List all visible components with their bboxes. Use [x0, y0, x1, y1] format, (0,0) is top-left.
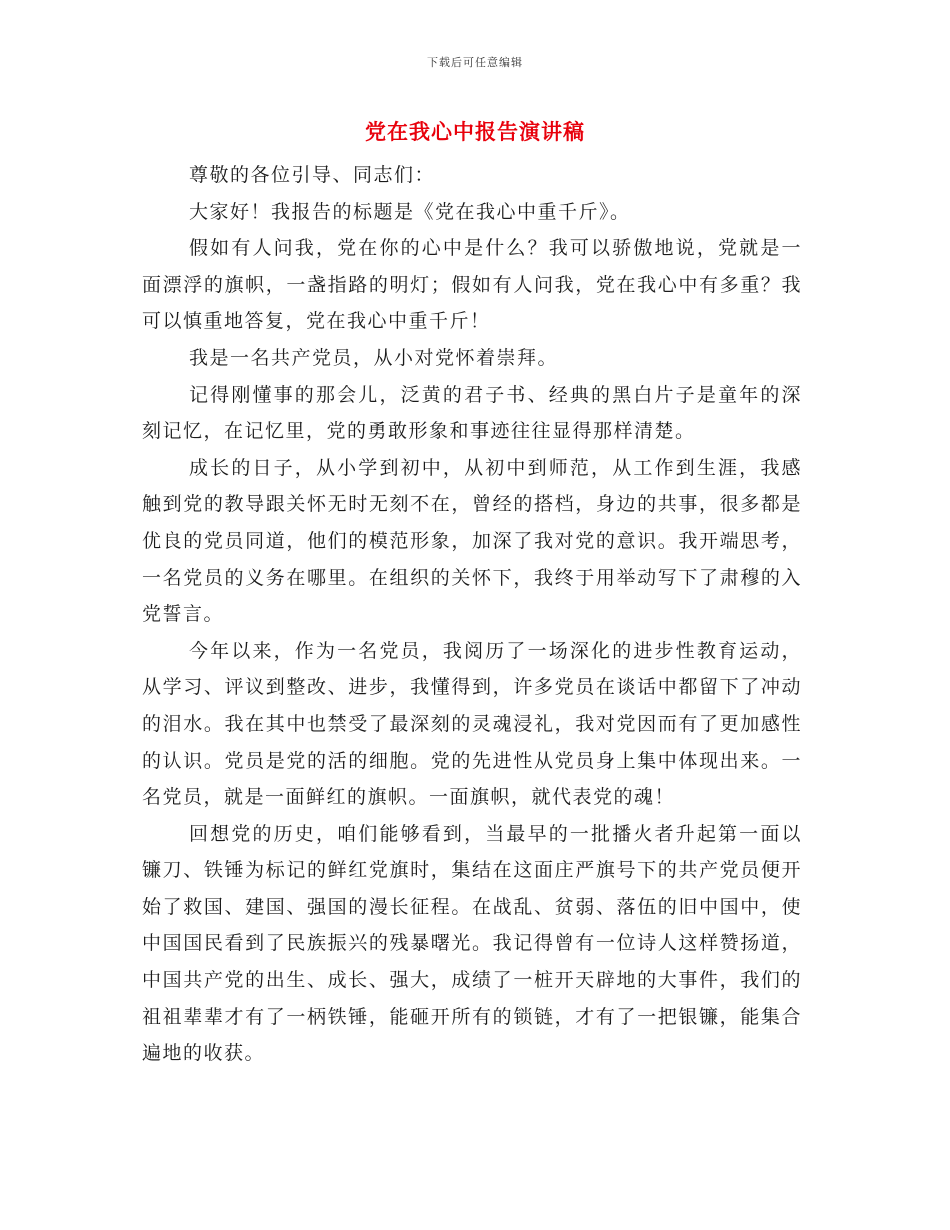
header-note: 下载后可任意编辑: [427, 56, 523, 69]
paragraph: 记得刚懂事的那会儿，泛黄的君子书、经典的黑白片子是童年的深刻记忆，在记忆里，党的勇敢形象和事迹往往显得那样清楚。: [142, 383, 802, 443]
paragraph-greeting: 大家好！我报告的标题是《党在我心中重千斤》。: [189, 200, 631, 223]
document-title: 党在我心中报告演讲稿: [365, 120, 585, 144]
paragraph: 回想党的历史，咱们能够看到，当最早的一批播火者升起第一面以镰刀、铁锤为标记的鲜红党旗时，集结在这面庄严旗号下的共产党员便开始了救国、建国、强国的漫长征程。在战乱、贫弱、落伍的旧中国中，使中国国民看到了民族振兴的残暴曙光。我记得曾有一位诗人这样赞扬道，中国共产党的出生、成长、强大，成绩了一桩开天辟地的大事件，我们的祖祖辈辈才有了一柄铁锤，能砸开所有的锁链，才有了一把银镰，能集合遍地的收获。: [142, 822, 802, 1065]
paragraph: 我是一名共产党员，从小对党怀着崇拜。: [189, 346, 559, 369]
paragraph: 成长的日子，从小学到初中，从初中到师范，从工作到生涯，我感触到党的教导跟关怀无时无刻不在，曾经的搭档，身边的共事，很多都是优良的党员同道，他们的模范形象，加深了我对党的意识。我开端思考，一名党员的义务在哪里。在组织的关怀下，我终于用举动写下了肃穆的入党誓言。: [142, 456, 802, 626]
document-body: [142, 157, 802, 1072]
paragraph: 假如有人问我，党在你的心中是什么？我可以骄傲地说，党就是一面漂浮的旗帜，一盏指路的明灯；假如有人问我，党在我心中有多重？我可以慎重地答复，党在我心中重千斤！: [142, 237, 802, 333]
paragraph-salutation: 尊敬的各位引导、同志们：: [189, 164, 436, 186]
paragraph: 今年以来，作为一名党员，我阅历了一场深化的进步性教育运动，从学习、评议到整改、进步，我懂得到，许多党员在谈话中都留下了冲动的泪水。我在其中也禁受了最深刻的灵魂浸礼，我对党因而有了更加感性的认识。党员是党的活的细胞。党的先进性从党员身上集中体现出来。一名党员，就是一面鲜红的旗帜。一面旗帜，就代表党的魂！: [142, 639, 802, 809]
